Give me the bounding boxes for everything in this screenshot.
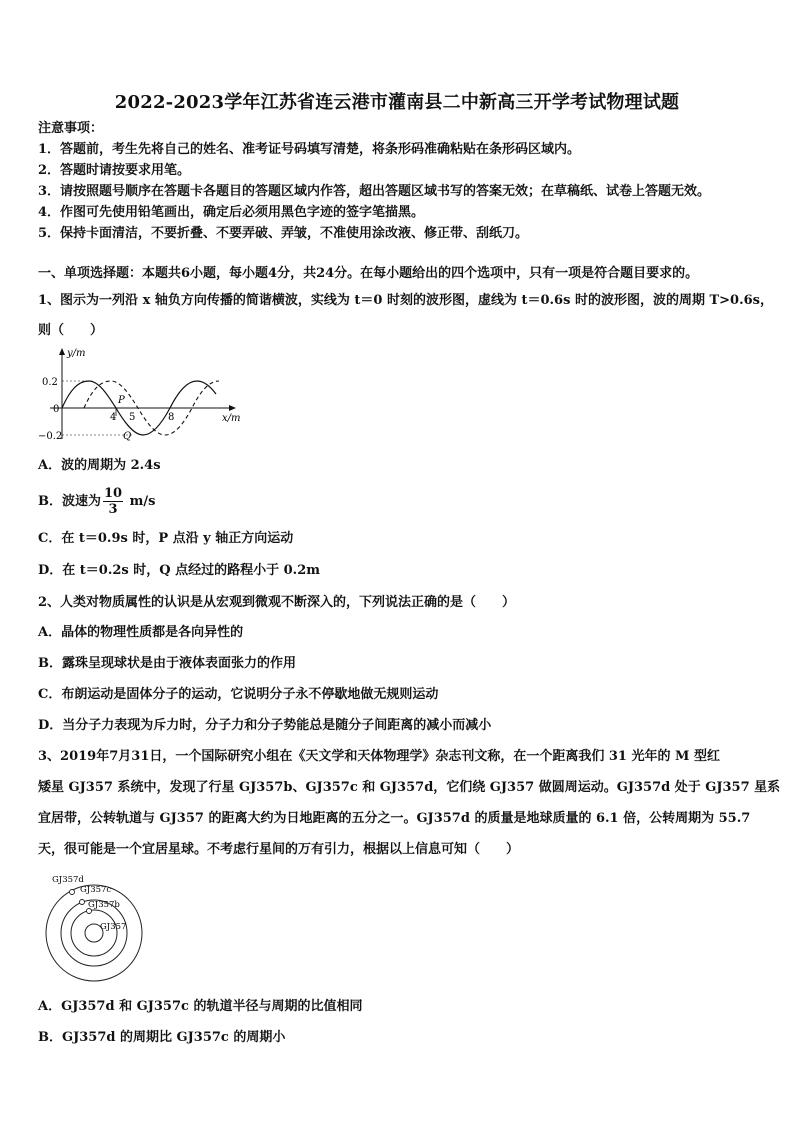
fraction-numerator: 10 — [104, 486, 123, 501]
orbit-label-c: GJ357c — [80, 885, 112, 895]
tick-label-8: 8 — [168, 412, 175, 423]
tick-label-neg: −0.2 — [38, 431, 63, 442]
q3-option-b: B．GJ357d 的周期比 GJ357c 的周期小 — [38, 1030, 286, 1045]
q3-stem-line3: 宜居带，公转轨道与 GJ357 的距离大约为日地距离的五分之一。GJ357d 的质量是地球质量的 6.1 倍，公转周期为 55.7 — [38, 811, 751, 826]
q1-wave-figure — [36, 344, 248, 444]
orbit-label-d: GJ357d — [52, 875, 84, 885]
page-title: 2022-2023学年江苏省连云港市灌南县二中新高三开学考试物理试题 — [114, 92, 680, 113]
tick-label-4: 4 — [110, 412, 117, 423]
point-q-label: Q — [123, 431, 132, 442]
q1-option-a: A．波的周期为 2.4s — [38, 458, 161, 473]
q2-stem: 2、人类对物质属性的认识是从宏观到微观不断深入的，下列说法正确的是（ ） — [38, 595, 516, 610]
notice-heading: 注意事项： — [38, 121, 104, 136]
point-p-label: P — [118, 395, 125, 406]
q3-stem-line2: 矮星 GJ357 系统中，发现了行星 GJ357b、GJ357c 和 GJ357d，它们绕 GJ357 做圆周运动。GJ357d 处于 GJ357 星系 — [38, 780, 781, 795]
section-heading: 一、单项选择题：本题共6小题，每小题4分，共24分。在每小题给出的四个选项中，只有一项是符合题目要求的。 — [38, 266, 699, 281]
q3-orbit-figure — [38, 870, 168, 990]
q1-option-c: C．在 t＝0.9s 时，P 点沿 y 轴正方向运动 — [38, 531, 294, 546]
notice-item-4: 4．作图可先使用铅笔画出，确定后必须用黑色字迹的签字笔描黑。 — [38, 205, 425, 220]
fraction-denominator: 3 — [108, 502, 118, 517]
q3-stem-line1: 3、2019年7月31日，一个国际研究小组在《天文学和天体物理学》杂志刊文称，在一个距离我们 31 光年的 M 型红 — [38, 749, 720, 764]
q1-option-b-fraction — [103, 486, 123, 517]
q3-option-a: A．GJ357d 和 GJ357c 的轨道半径与周期的比值相同 — [38, 999, 363, 1014]
q2-option-a: A．晶体的物理性质都是各向异性的 — [38, 625, 244, 640]
q2-option-b: B．露珠呈现球状是由于液体表面张力的作用 — [38, 656, 296, 671]
tick-label-5: 5 — [129, 412, 136, 423]
tick-label-pos: 0.2 — [42, 377, 58, 388]
q1-stem-line1: 1、图示为一列沿 x 轴负方向传播的简谐横波，实线为 t＝0 时刻的波形图，虚线为 t＝0.6s 时的波形图，波的周期 T>0.6s， — [38, 293, 773, 308]
notice-item-1: 1．答题前，考生先将自己的姓名、准考证号码填写清楚，将条形码准确粘贴在条形码区域内。 — [38, 142, 581, 157]
q2-option-d: D．当分子力表现为斥力时，分子力和分子势能总是随分子间距离的减小而减小 — [38, 718, 492, 733]
axis-x-label: x/m — [222, 413, 241, 424]
q1-stem-line2: 则（ ） — [38, 323, 104, 338]
q3-stem-line4: 天，很可能是一个宜居星球。不考虑行星间的万有引力，根据以上信息可知（ ） — [38, 842, 520, 857]
q2-option-c: C．布朗运动是固体分子的运动，它说明分子永不停歇地做无规则运动 — [38, 687, 439, 702]
origin-label: 0 — [53, 404, 60, 415]
notice-item-3: 3．请按照题号顺序在答题卡各题目的答题区域内作答，超出答题区域书写的答案无效；在草稿纸、试卷上答题无效。 — [38, 184, 711, 199]
orbit-label-b: GJ357b — [88, 900, 120, 910]
q1-option-d: D．在 t＝0.2s 时，Q 点经过的路程小于 0.2m — [38, 563, 321, 578]
axis-y-label: y/m — [67, 348, 86, 359]
q1-option-b-prefix: B．波速为 — [38, 494, 101, 509]
q1-option-b-unit: m/s — [129, 494, 156, 509]
notice-item-5: 5．保持卡面清洁，不要折叠、不要弄破、弄皱，不准使用涂改液、修正带、刮纸刀。 — [38, 226, 529, 241]
star-label: GJ357 — [100, 922, 127, 932]
notice-item-2: 2．答题时请按要求用笔。 — [38, 163, 191, 178]
q1-option-b — [38, 486, 155, 517]
